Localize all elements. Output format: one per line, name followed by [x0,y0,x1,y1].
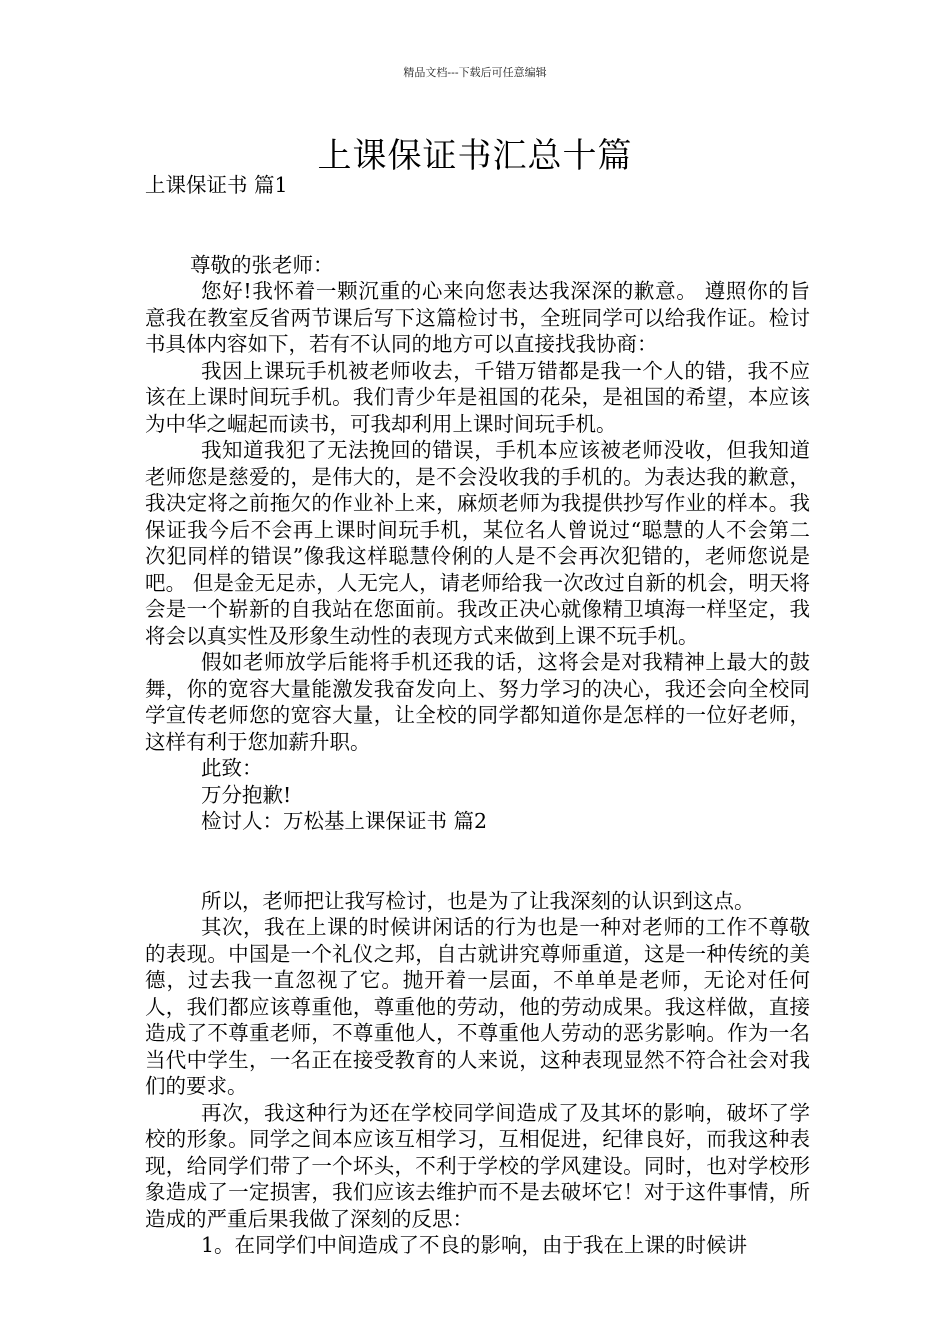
header-note: 精品文档---下载后可任意编辑 [403,66,547,79]
paragraph: 我因上课玩手机被老师收去，千错万错都是我一个人的错，我不应该在上课时间玩手机。我们青少年是祖国的花朵，是祖国的希望，本应该为中华之崛起而读书，可我却利用上课时间玩手机。 [145,358,810,436]
closing-line: 此致： [201,756,263,780]
closing-line: 万分抱歉! [201,782,292,807]
document-title: 上课保证书汇总十篇 [317,136,633,176]
paragraph: 其次，我在上课的时候讲闲话的行为也是一种对老师的工作不尊敬的表现。中国是一个礼仪之邦，自古就讲究尊师重道，这是一种传统的美德，过去我一直忽视了它。抛开着一层面，不单单是老师，无论对任何人，我们都应该尊重他，尊重他的劳动，他的劳动成果。我这样做，直接造成了不尊重老师，不尊重他人，不尊重他人劳动的恶劣影响。作为一名当代中学生，一名正在接受教育的人来说，这种表现显然不符合社会对我们的要求。 [145,915,810,1098]
paragraph: 所以，老师把让我写检讨，也是为了让我深刻的认识到这点。 [201,888,755,913]
paragraph: 1。在同学们中间造成了不良的影响，由于我在上课的时候讲 [201,1233,748,1257]
section-heading: 上课保证书 篇1 [145,173,288,197]
paragraph: 您好!我怀着一颗沉重的心来向您表达我深深的歉意。 遵照你的旨意我在教室反省两节课后写下这篇检讨书，全班同学可以给我作证。检讨书具体内容如下，若有不认同的地方可以直接找我协商： [145,279,810,356]
document-body [145,172,810,1259]
paragraph: 我知道我犯了无法挽回的错误，手机本应该被老师没收，但我知道老师您是慈爱的，是伟大的，是不会没收我的手机的。为表达我的歉意，我决定将之前拖欠的作业补上来，麻烦老师为我提供抄写作业的样本。我保证我今后不会再上课时间玩手机，某位名人曾说过“聪慧的人不会第二次犯同样的错误”像我这样聪慧伶俐的人是不会再次犯错的，老师您说是吧。 但是金无足赤，人无完人，请老师给我一次改过自新的机会，明天将会是一个崭新的自我站在您面前。我改正决心就像精卫填海一样坚定，我将会以真实性及形象生动性的表现方式来做到上课不玩手机。 [145,438,810,648]
signature-line: 检讨人：万松基上课保证书 篇2 [201,809,488,833]
salutation: 尊敬的张老师： [190,252,334,277]
paragraph: 再次，我这种行为还在学校同学间造成了及其坏的影响，破坏了学校的形象。同学之间本应该互相学习，互相促进，纪律良好，而我这种表现，给同学们带了一个坏头，不利于学校的学风建设。同时，也对学校形象造成了一定损害，我们应该去维护而不是去破坏它！对于这件事情，所造成的严重后果我做了深刻的反思： [145,1100,810,1231]
paragraph: 假如老师放学后能将手机还我的话，这将会是对我精神上最大的鼓舞，你的宽容大量能激发我奋发向上、努力学习的决心，我还会向全校同学宣传老师您的宽容大量，让全校的同学都知道你是怎样的一位好老师，这样有利于您加薪升职。 [145,650,810,754]
